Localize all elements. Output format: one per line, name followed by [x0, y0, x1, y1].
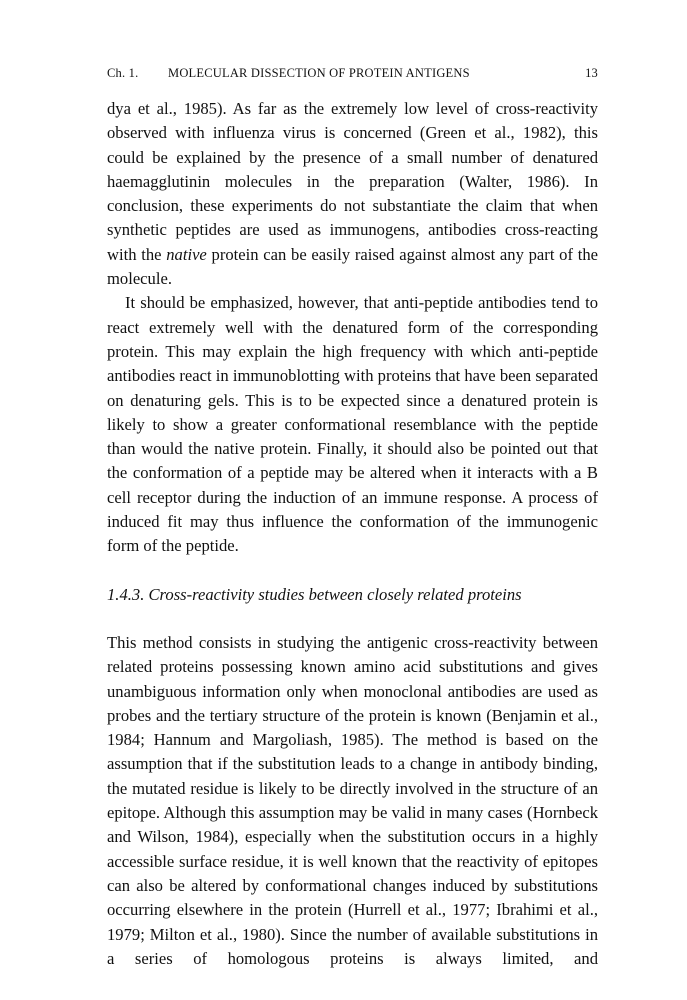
paragraph-1-end: protein can be easily raised against almost any part of the molecule. — [107, 244, 598, 289]
page-number: 13 — [585, 66, 598, 80]
running-header — [107, 66, 598, 86]
body-text — [107, 97, 598, 971]
paragraph-3: This method consists in studying the antigenic cross-reactivity between related proteins possessing known amino acid substitutions and gives unambiguous information only when monoclonal antibodies are used as probes and the tertiary structure of the protein is known (Benjamin et al., 1984; Hannum and Margoliash, 1985). The method is based on the assumption that if the substitution leads to a change in antibody binding, the mutated residue is likely to be directly involved in the structure of an epitope. Although this assumption may be valid in many cases (Hornbeck and Wilson, 1984), especially when the substitution occurs in a highly accessible surface residue, it is well known that the reactivity of epitopes can also be altered by conformational changes induced by substitutions occurring elsewhere in the protein (Hurrell et al., 1977; Ibrahimi et al., 1979; Milton et al., 1980). Since the number of available substitutions in a series of homologous proteins is always limited, and — [107, 632, 598, 968]
chapter-label: Ch. 1. — [107, 66, 139, 80]
section-heading: 1.4.3. Cross-reactivity studies between closely related proteins — [107, 584, 522, 604]
paragraph-1-text: dya et al., 1985). As far as the extremely low level of cross-reactivity observed with influenza virus is concerned (Green et al., 1982), this could be explained by the presence of a small number of denatured haemagglutinin molecules in the preparation (Walter, 1986). In conclusion, these experiments do not substantiate the claim that when synthetic peptides are used as immunogens, antibodies cross-reacting with the — [107, 99, 598, 264]
paragraph-2: It should be emphasized, however, that anti-peptide antibodies tend to react extremely well with the denatured form of the corresponding protein. This may explain the high frequency with which anti-peptide antibodies react in immunoblotting with proteins that have been separated on denaturing gels. This is to be expected since a denatured protein is likely to show a greater conformational resemblance with the peptide than would the native protein. Finally, it should also be pointed out that the conformation of a peptide may be altered when it interacts with a B cell receptor during the induction of an immune response. A process of induced fit may thus influence the conformation of the immunogenic form of the peptide. — [107, 293, 598, 556]
paragraph-1 — [107, 97, 598, 291]
paragraph-1-emphasis: native — [166, 244, 207, 264]
running-title: MOLECULAR DISSECTION OF PROTEIN ANTIGENS — [168, 66, 470, 80]
